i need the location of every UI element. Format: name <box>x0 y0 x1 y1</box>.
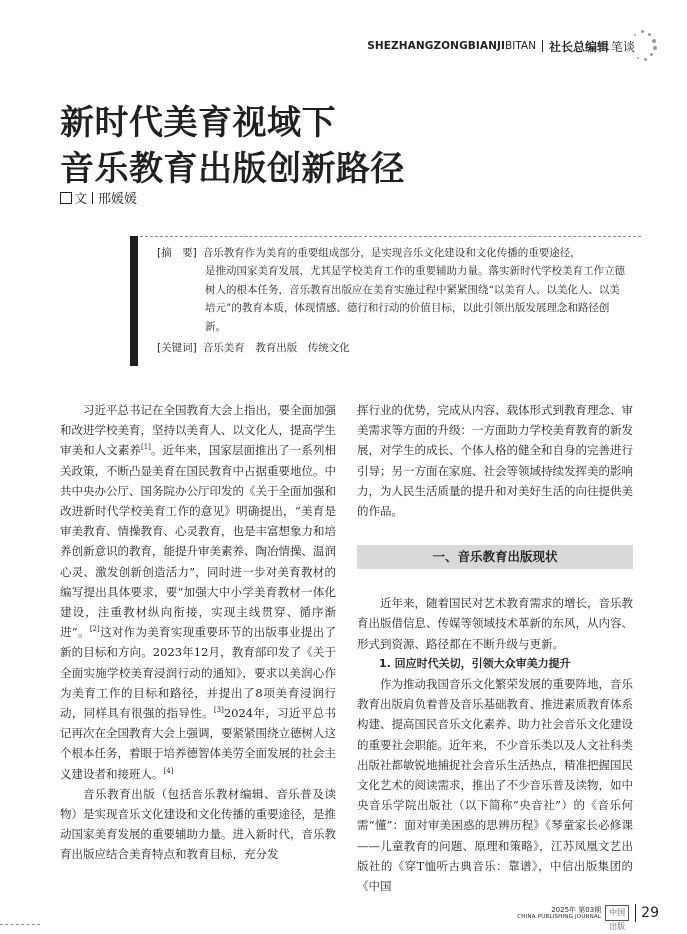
journal-name: CHINA PUBLISHING JOURNAL <box>517 913 602 920</box>
header-column-sub: 笔谈 <box>610 39 635 54</box>
keywords-text: 音乐美育 教育出版 传统文化 <box>202 342 350 355</box>
citation-ref: [3] <box>213 706 224 715</box>
page-number: 29 <box>641 905 659 921</box>
running-header <box>367 36 635 56</box>
byline-box-icon <box>60 192 72 204</box>
paragraph-continued: 挥行业的优势，完成从内容、载体形式到教育理念、审美需求等方面的升级：一方面助力学校美育教育的新发展，对学生的成长、个体人格的健全和自身的完善进行引导；另一方面在家庭、社会等领域持续发挥美的影响力，为人民生活质量的提升和对美好生活的向往提供美的作品。 <box>357 403 633 519</box>
journal-logo-icon: 中国出版 <box>605 905 629 921</box>
paragraph-intro: 习近平总书记在全国教育大会上指出，要全面加强和改进学校美育，坚持以美育人、以文化人，提高学生审美和人文素养[1]。近年来，国家层面推出了一系列相关政策，不断凸显美育在国民教育中占据重要地位。中共中央办公厅、国务院办公厅印发的《关于全面加强和改进新时代学校美育工作的意见》明确提出，“美育是审美教育、情操教育、心灵教育，也是丰富想象力和培养创新意识的教育，能提升审美素养、陶冶情操、温润心灵、激发创新创造活力”，同时进一步对美育教材的编写提出具体要求，要“加强大中小学美育教材一体化建设，注重教材纵向衔接，实现主线贯穿、循序渐进”。[2]这对作为美育实现重要环节的出版事业提出了新的目标和方向。2023年12月，教育部印发了《关于全面实施学校美育浸润行动的通知》，要求以美润心作为美育工作的目标和路径，并提出了8项美育浸润行动，同样具有很强的指导性。[3]2024年，习近平总书记再次在全国教育大会上强调，要紧紧围绕立德树人这个根本任务，着眼于培养德智体美劳全面发展的社会主义建设者和接班人。[4] <box>60 403 337 781</box>
keywords-label: [关键词] <box>157 342 197 355</box>
subsection-heading: 1. 回应时代关切，引领大众审美力提升 <box>379 656 571 670</box>
title-line-2: 音乐教育出版创新路径 <box>60 149 405 189</box>
abstract-side-bar <box>130 236 138 366</box>
header-separator <box>542 40 543 52</box>
paragraph: 音乐教育出版（包括音乐教材编辑、音乐普及读物）是实现音乐文化建设和文化传播的重要途径，是推动国家美育发展的重要辅助力量。进入新时代，音乐教育出版应结合美育特点和教育目标，充分发 <box>60 786 336 862</box>
section-heading: 一、音乐教育出版现状 <box>357 545 633 569</box>
decorative-dots-icon <box>631 30 657 62</box>
abstract-line1: 音乐教育作为美育的重要组成部分，是实现音乐文化建设和文化传播的重要途径， <box>202 247 581 259</box>
page-footer <box>517 904 659 931</box>
abstract-label: [摘 要] <box>157 247 197 259</box>
article-title <box>60 100 405 192</box>
title-line-1: 新时代美育视域下 <box>60 103 336 143</box>
byline-prefix: 文 <box>74 192 88 207</box>
body-column-right <box>357 400 633 896</box>
abstract-text: 是推动国家美育发展，尤其是学校美育工作的重要辅助力量。落实新时代学校美育工作立德树人的根本任务，音乐教育出版应在美育实施过程中紧紧围绕“以美育人、以美化人、以美培元”的教育本质，体现情感、德行和行动的价值目标，以此引领出版发展理念和路径创新。 <box>205 265 625 333</box>
header-pinyin-suffix: BITAN <box>505 40 536 52</box>
citation-ref: [4] <box>163 766 174 775</box>
header-column-name: 社长总编辑 <box>548 39 609 54</box>
abstract-divider <box>130 236 641 237</box>
paragraph: 近年来，随着国民对艺术教育需求的增长，音乐教育出版借信息、传媒等领域技术革新的东风，从内容、形式到资源、路径都在不断升级与更新。 <box>357 596 633 651</box>
issue-date: 2025年 第03期 <box>551 905 602 914</box>
citation-ref: [2] <box>89 625 100 634</box>
byline <box>60 188 137 207</box>
paragraph: 作为推动我国音乐文化繁荣发展的重要阵地，音乐教育出版肩负着普及音乐基础教育、推进素质教育体系构建、提高国民音乐文化素养、助力社会音乐文化建设的重要社会职能。近年来，不少音乐类以及人文社科类出版社都敏锐地捕捉社会音乐生活热点，精准把握国民文化艺术的阅读需求，推出了不少音乐普及读物，如中央音乐学院出版社（以下简称“央音社”）的《音乐何需“懂”：面对审美困惑的思辨历程》《琴童家长必修课——儿童教育的问题、原理和策略》，江苏凤凰文艺出版社的《穿T恤听古典音乐：靠谱》，中信出版集团的《中国 <box>357 677 633 894</box>
citation-ref: [1] <box>140 443 151 452</box>
byline-separator <box>92 192 93 204</box>
body-column-left <box>60 400 336 865</box>
header-pinyin: SHEZHANGZONGBIANJI <box>367 40 506 52</box>
author-name: 邢媛媛 <box>98 192 138 207</box>
footer-separator <box>635 904 636 922</box>
abstract-block <box>157 244 627 357</box>
crop-mark <box>0 924 40 925</box>
